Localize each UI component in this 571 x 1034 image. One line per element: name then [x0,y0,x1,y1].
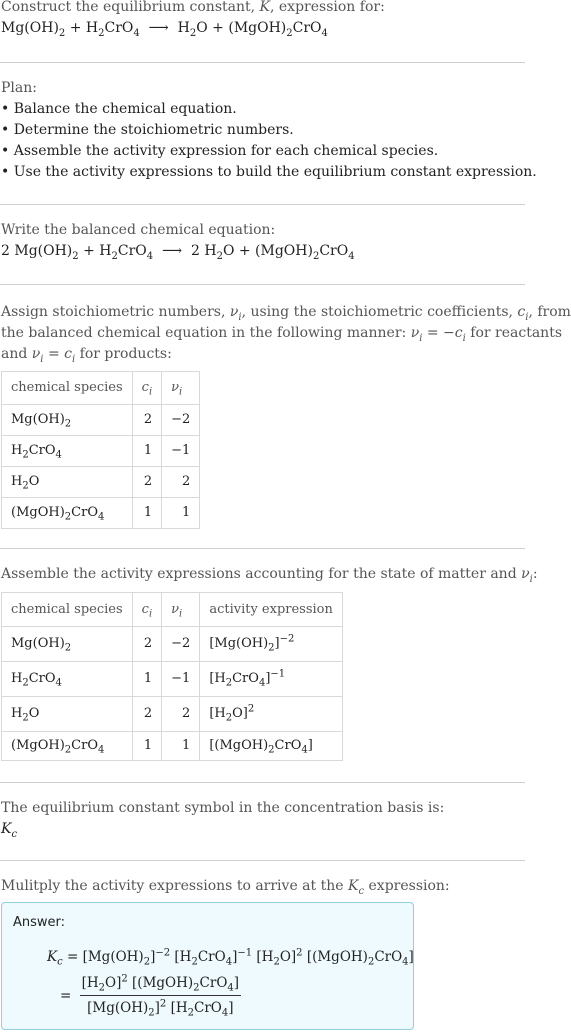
coefficient-cell: 1 [132,662,161,697]
divider [0,204,525,205]
coefficient-cell: 2 [132,697,161,732]
activity-expression-cell: $[H_2CrO_4]^{-1}$ [200,662,343,697]
stoich-number-cell: 2 [162,697,200,732]
species-cell: $Mg(OH)_2$ [2,627,133,662]
activity-expression-cell: $[H_2O]^2$ [200,697,343,732]
table-row [2,405,200,436]
balanced-heading: Write the balanced chemical equation: [1,222,276,238]
stoich-section [0,302,571,529]
plan-step: • Use the activity expressions to build the equilibrium constant expression. [1,164,537,180]
column-header: $\nu_i$ [162,372,200,405]
species-cell: $H_2O$ [2,697,133,732]
answer-equation-line1: $K_c = [Mg(OH)_2]^{-2}$ $[H_2CrO_4]^{-1}$ $[H_2O]^2$ $[(MgOH)_2CrO_4]$ [47,947,414,968]
column-header: $c_i$ [132,372,161,405]
column-header: chemical species [2,372,133,405]
stoich-text: and $\nu_i = c_i$ for products: [1,346,172,365]
divider [0,62,525,63]
activity-heading: Assemble the activity expressions accounting for the state of matter and $\nu_i$: [1,566,538,585]
stoich-number-cell: 1 [162,498,200,529]
plan-step: • Balance the chemical equation. [1,101,237,117]
balanced-section [0,220,525,262]
coefficient-cell: 2 [132,627,161,662]
fraction-denominator: $[Mg(OH)_2]^2$ $[H_2CrO_4]$ [87,998,234,1019]
answer-box [1,902,414,1030]
equals-sign: = [60,987,72,1004]
species-cell: $(MgOH)_2CrO_4$ [2,498,133,529]
column-header: $\nu_i$ [162,593,200,627]
answer-equation-line2 [60,973,241,1019]
balanced-equation: 2 $Mg(OH)_2 + H_2CrO_4$ ⟶ 2 $H_2O$ + $(MgOH)_2CrO_4$ [1,243,355,262]
activity-expression-cell: $[Mg(OH)_2]^{-2}$ [200,627,343,662]
stoich-table [1,371,200,529]
plan-step: • Assemble the activity expression for each chemical species. [1,143,439,159]
divider [0,548,525,549]
coefficient-cell: 2 [132,467,161,498]
stoich-number-cell: 2 [162,467,200,498]
table-header-row [2,593,343,627]
species-cell: $H_2CrO_4$ [2,436,133,467]
table-row [2,436,200,467]
species-cell: $(MgOH)_2CrO_4$ [2,732,133,761]
species-cell: $Mg(OH)_2$ [2,405,133,436]
column-header: activity expression [200,593,343,627]
table-row [2,732,343,761]
table-row [2,697,343,732]
species-cell: $H_2O$ [2,467,133,498]
coefficient-cell: 1 [132,436,161,467]
table-row [2,662,343,697]
table-row [2,498,200,529]
symbol-heading: The equilibrium constant symbol in the concentration basis is: [1,800,445,816]
answer-fraction [80,973,241,1019]
column-header: chemical species [2,593,133,627]
answer-label: Answer: [13,915,66,930]
divider [0,284,525,285]
intro-heading: Construct the equilibrium constant, K, expression for: [1,0,385,15]
species-cell: $H_2CrO_4$ [2,662,133,697]
table-header-row [2,372,200,405]
activity-expression-cell: $[(MgOH)_2CrO_4]$ [200,732,343,761]
fraction-numerator: $[H_2O]^2$ $[(MgOH)_2CrO_4]$ [80,973,241,996]
stoich-number-cell: −1 [162,662,200,697]
plan-step: • Determine the stoichiometric numbers. [1,122,294,138]
coefficient-cell: 1 [132,498,161,529]
activity-section [0,564,538,761]
stoich-number-cell: −2 [162,405,200,436]
table-row [2,467,200,498]
plan-section [0,78,537,183]
multiply-section [0,876,525,897]
coefficient-cell: 1 [132,732,161,761]
intro-section [0,0,525,39]
coefficient-cell: 2 [132,405,161,436]
divider [0,782,525,783]
stoich-text: Assign stoichiometric numbers, $\nu_i$, using the stoichiometric coefficients, $c_i$, from [1,304,571,323]
stoich-number-cell: 1 [162,732,200,761]
divider [0,860,525,861]
intro-reaction: $Mg(OH)_2 + H_2CrO_4$ ⟶ $H_2O$ + $(MgOH)_2CrO_4$ [1,20,328,39]
symbol-section [0,798,525,840]
stoich-text: the balanced chemical equation in the following manner: $\nu_i = -c_i$ for reactants [1,325,563,344]
multiply-heading: Mulitply the activity expressions to arrive at the $K_c$ expression: [1,878,450,897]
column-header: $c_i$ [132,593,161,627]
stoich-number-cell: −2 [162,627,200,662]
table-row [2,627,343,662]
symbol-value: $K_c$ [1,821,18,840]
plan-title: Plan: [1,80,37,96]
stoich-number-cell: −1 [162,436,200,467]
activity-table [1,592,343,761]
